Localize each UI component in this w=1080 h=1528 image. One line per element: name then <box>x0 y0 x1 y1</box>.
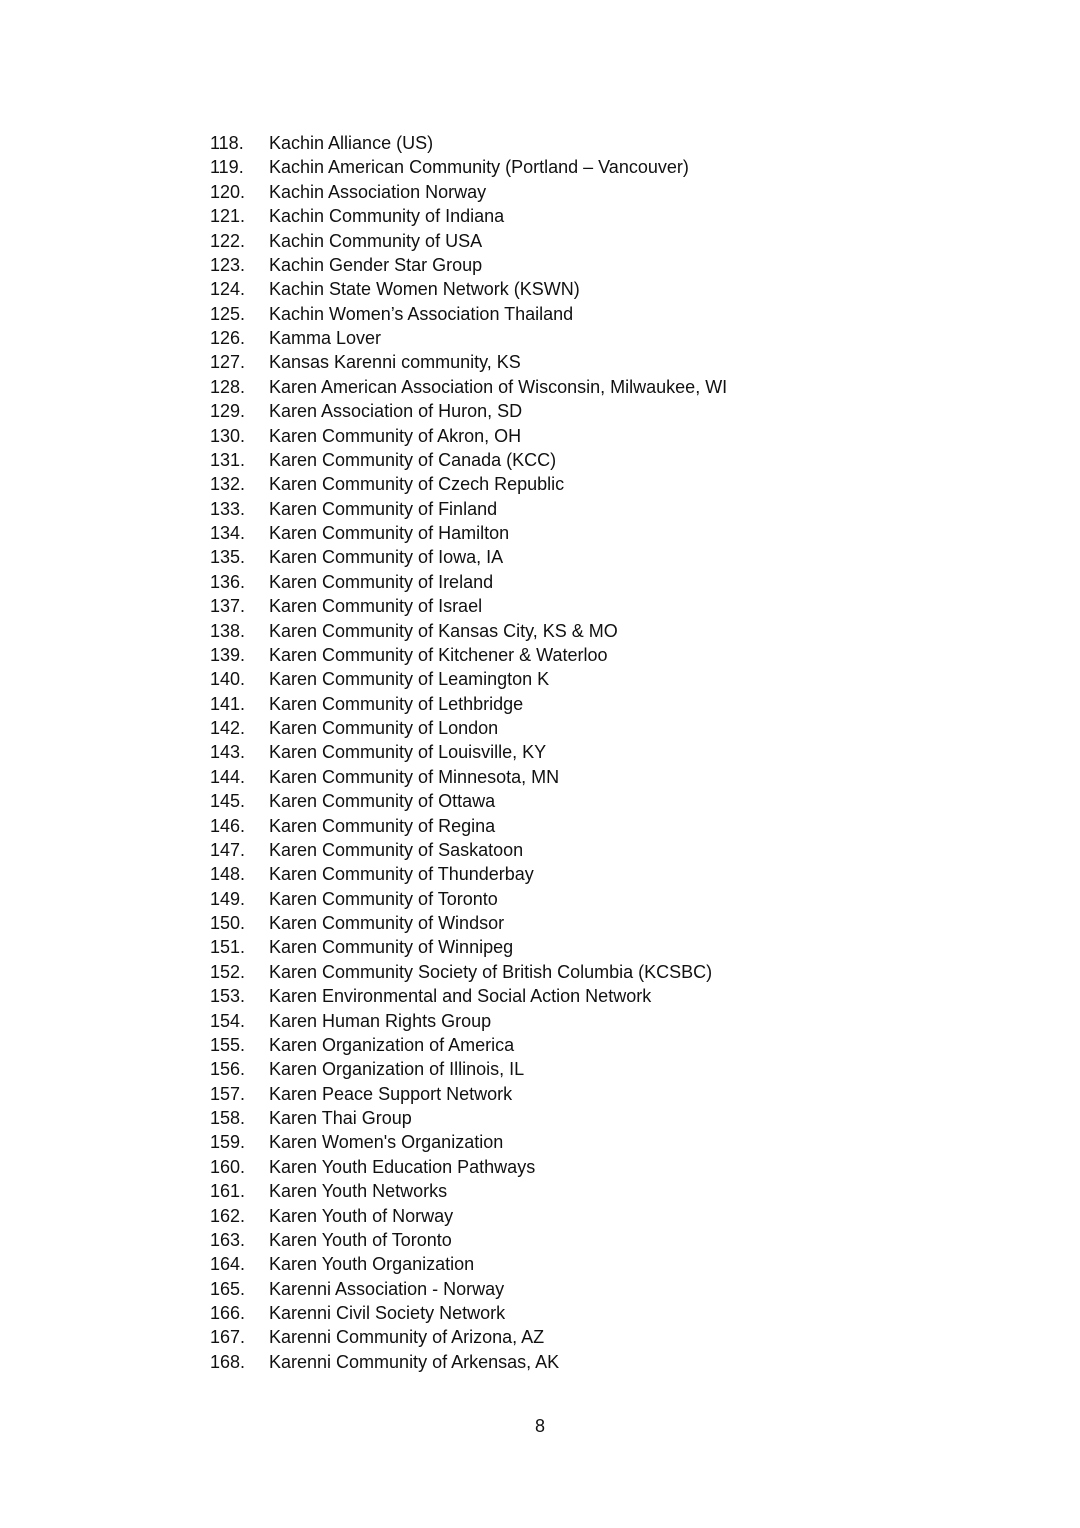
list-item <box>210 1228 910 1252</box>
item-text: Kachin American Community (Portland – Vancouver) <box>269 157 689 178</box>
item-number: 155. <box>210 1034 246 1055</box>
item-text: Karen Community of Akron, OH <box>269 425 522 446</box>
item-text: Karen Community of Kitchener & Waterloo <box>269 644 608 665</box>
item-number: 121. <box>210 206 246 227</box>
list-item <box>210 570 910 594</box>
item-text: Karen Community of London <box>269 718 499 738</box>
item-text: Kachin Community of USA <box>269 230 483 251</box>
list-item <box>210 643 910 667</box>
item-number: 140. <box>210 669 246 690</box>
item-number: 160. <box>210 1156 246 1177</box>
item-text: Karen Environmental and Social Action Network <box>269 986 652 1007</box>
list-item <box>210 521 910 545</box>
list-item <box>210 887 910 911</box>
item-number: 127. <box>210 352 246 373</box>
item-number: 168. <box>210 1351 246 1372</box>
organization-list <box>210 131 910 1374</box>
list-item <box>210 277 910 301</box>
list-item <box>210 862 910 886</box>
item-text: Karenni Community of Arkensas, AK <box>269 1351 560 1372</box>
item-text: Karen Youth of Norway <box>269 1205 454 1226</box>
list-item <box>210 619 910 643</box>
list-item <box>210 131 910 155</box>
item-number: 153. <box>210 986 246 1007</box>
list-item <box>210 1204 910 1228</box>
item-number: 141. <box>210 693 246 714</box>
item-text: Karen Human Rights Group <box>269 1010 492 1031</box>
list-item <box>210 1179 910 1203</box>
list-item <box>210 375 910 399</box>
item-text: Kamma Lover <box>269 328 382 348</box>
item-text: Karen Association of Huron, SD <box>269 401 523 422</box>
item-text: Karen Organization of Illinois, IL <box>269 1059 525 1080</box>
item-text: Karen Community of Czech Republic <box>269 474 565 495</box>
list-item <box>210 229 910 253</box>
item-text: Karen Community of Louisville, KY <box>269 742 547 763</box>
item-text: Karen Community of Iowa, IA <box>269 547 504 568</box>
list-item <box>210 935 910 959</box>
item-text: Karen Community of Saskatoon <box>269 839 524 860</box>
item-text: Karen Organization of America <box>269 1034 515 1055</box>
item-number: 146. <box>210 815 246 836</box>
list-item <box>210 497 910 521</box>
list-item <box>210 1325 910 1349</box>
list-item <box>210 326 910 350</box>
item-number: 156. <box>210 1059 246 1080</box>
item-number: 144. <box>210 766 246 787</box>
item-number: 138. <box>210 620 246 641</box>
list-item <box>210 814 910 838</box>
item-number: 134. <box>210 523 246 543</box>
item-text: Karen Community of Toronto <box>269 888 498 909</box>
list-item <box>210 667 910 691</box>
item-text: Karen Youth of Toronto <box>269 1229 452 1250</box>
list-item <box>210 1350 910 1374</box>
item-text: Karen Community Society of British Columbia (KCSBC) <box>269 961 713 982</box>
item-number: 162. <box>210 1205 246 1226</box>
item-number: 123. <box>210 254 246 275</box>
item-number: 166. <box>210 1303 246 1323</box>
item-number: 157. <box>210 1083 246 1104</box>
item-text: Karen Thai Group <box>269 1108 412 1128</box>
list-item <box>210 1009 910 1033</box>
item-text: Kansas Karenni community, KS <box>269 352 521 373</box>
item-number: 131. <box>210 449 246 470</box>
list-item <box>210 838 910 862</box>
item-number: 158. <box>210 1108 246 1128</box>
item-number: 164. <box>210 1254 246 1275</box>
item-number: 122. <box>210 230 246 251</box>
item-text: Karen Youth Organization <box>269 1254 475 1275</box>
item-text: Karen Community of Minnesota, MN <box>269 766 560 787</box>
item-number: 154. <box>210 1010 246 1031</box>
list-item <box>210 180 910 204</box>
item-number: 167. <box>210 1327 246 1348</box>
item-number: 159. <box>210 1132 246 1153</box>
item-text: Karen Youth Networks <box>269 1181 448 1202</box>
item-number: 137. <box>210 596 246 617</box>
item-number: 136. <box>210 571 246 592</box>
list-item <box>210 1155 910 1179</box>
item-text: Kachin Gender Star Group <box>269 254 483 275</box>
item-text: Karen Community of Windsor <box>269 913 505 933</box>
list-item <box>210 716 910 740</box>
item-number: 143. <box>210 742 246 763</box>
item-text: Karen Community of Thunderbay <box>269 864 534 885</box>
item-number: 161. <box>210 1181 246 1202</box>
list-item <box>210 1057 910 1081</box>
item-text: Kachin Association Norway <box>269 181 487 202</box>
list-item <box>210 765 910 789</box>
item-text: Karenni Civil Society Network <box>269 1303 506 1323</box>
item-text: Kachin Alliance (US) <box>269 133 434 153</box>
item-text: Karen Community of Ottawa <box>269 791 496 812</box>
item-number: 149. <box>210 888 246 909</box>
list-item <box>210 1033 910 1057</box>
item-text: Kachin Women’s Association Thailand <box>269 303 574 324</box>
list-item <box>210 1106 910 1130</box>
list-item <box>210 1252 910 1276</box>
item-text: Karen American Association of Wisconsin, Milwaukee, WI <box>269 376 728 397</box>
item-number: 132. <box>210 474 246 495</box>
list-item <box>210 1301 910 1325</box>
item-number: 139. <box>210 644 246 665</box>
item-number: 125. <box>210 303 246 324</box>
page-number: 8 <box>534 1416 545 1436</box>
item-text: Kachin State Women Network (KSWN) <box>269 279 580 300</box>
list-item <box>210 350 910 374</box>
list-item <box>210 911 910 935</box>
item-text: Karen Peace Support Network <box>269 1083 513 1104</box>
item-number: 124. <box>210 279 246 300</box>
item-text: Karen Community of Israel <box>269 596 483 617</box>
item-number: 120. <box>210 181 246 202</box>
list-item <box>210 424 910 448</box>
item-text: Karenni Association - Norway <box>269 1278 505 1299</box>
item-text: Karen Community of Winnipeg <box>269 937 514 958</box>
item-text: Karenni Community of Arizona, AZ <box>269 1327 545 1348</box>
item-text: Karen Youth Education Pathways <box>269 1156 536 1177</box>
list-item <box>210 692 910 716</box>
list-item <box>210 1130 910 1154</box>
list-item <box>210 1082 910 1106</box>
item-number: 135. <box>210 547 246 568</box>
item-text: Karen Community of Regina <box>269 815 496 836</box>
item-number: 119. <box>210 157 244 178</box>
item-text: Karen Community of Leamington K <box>269 669 550 690</box>
list-item <box>210 448 910 472</box>
item-number: 147. <box>210 839 246 860</box>
item-number: 152. <box>210 961 246 982</box>
item-number: 118. <box>210 133 244 153</box>
item-text: Karen Community of Ireland <box>269 571 494 592</box>
list-item <box>210 740 910 764</box>
list-item <box>210 399 910 423</box>
item-number: 142. <box>210 718 246 738</box>
list-item <box>210 960 910 984</box>
list-item <box>210 545 910 569</box>
item-text: Karen Community of Hamilton <box>269 523 510 543</box>
list-item <box>210 253 910 277</box>
item-text: Karen Women's Organization <box>269 1132 504 1153</box>
item-number: 129. <box>210 401 246 422</box>
item-number: 148. <box>210 864 246 885</box>
item-text: Karen Community of Canada (KCC) <box>269 449 557 470</box>
item-number: 133. <box>210 498 246 519</box>
item-number: 126. <box>210 328 246 348</box>
list-item <box>210 472 910 496</box>
item-text: Karen Community of Kansas City, KS & MO <box>269 620 618 641</box>
list-item <box>210 302 910 326</box>
item-number: 145. <box>210 791 246 812</box>
list-item <box>210 1277 910 1301</box>
item-number: 128. <box>210 376 246 397</box>
list-item <box>210 594 910 618</box>
item-number: 163. <box>210 1229 246 1250</box>
item-number: 151. <box>210 937 246 958</box>
item-number: 130. <box>210 425 246 446</box>
item-text: Karen Community of Lethbridge <box>269 693 524 714</box>
item-number: 150. <box>210 913 246 933</box>
item-number: 165. <box>210 1278 246 1299</box>
list-item <box>210 984 910 1008</box>
list-item <box>210 204 910 228</box>
item-text: Kachin Community of Indiana <box>269 206 505 227</box>
item-text: Karen Community of Finland <box>269 498 498 519</box>
list-item <box>210 155 910 179</box>
list-item <box>210 789 910 813</box>
